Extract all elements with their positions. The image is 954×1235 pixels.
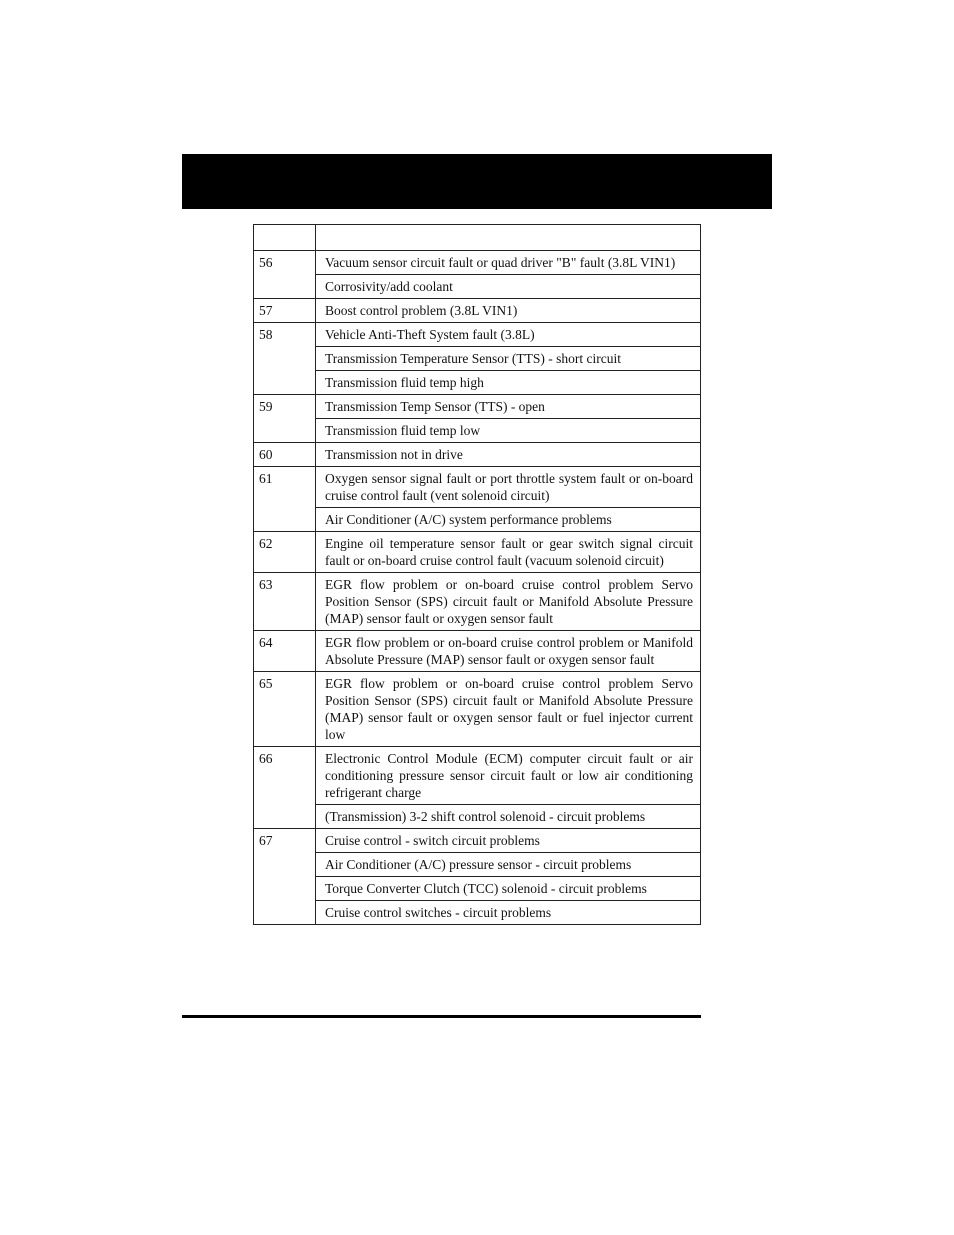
description-cell: Transmission fluid temp low — [316, 419, 701, 443]
code-cell: 63 — [254, 573, 316, 631]
code-column-header — [254, 225, 316, 251]
description-cell: Cruise control - switch circuit problems — [316, 829, 701, 853]
description-cell: (Transmission) 3-2 shift control solenoid - circuit problems — [316, 805, 701, 829]
description-cell: Air Conditioner (A/C) pressure sensor - circuit problems — [316, 853, 701, 877]
description-cell: Electronic Control Module (ECM) computer circuit fault or air conditioning pressure sensor circuit fault or low air conditioning refrigerant charge — [316, 747, 701, 805]
table-row — [254, 631, 701, 672]
table-row — [254, 877, 701, 901]
table-row — [254, 573, 701, 631]
description-cell: Vacuum sensor circuit fault or quad driver "B" fault (3.8L VIN1) — [316, 251, 701, 275]
description-cell: Air Conditioner (A/C) system performance problems — [316, 508, 701, 532]
trouble-code-table — [253, 224, 701, 925]
table-row — [254, 829, 701, 853]
description-cell: Oxygen sensor signal fault or port throttle system fault or on-board cruise control fault (vent solenoid circuit) — [316, 467, 701, 508]
table-row — [254, 443, 701, 467]
code-cell: 58 — [254, 323, 316, 395]
table-row — [254, 395, 701, 419]
table-row — [254, 347, 701, 371]
table-row — [254, 532, 701, 573]
description-cell: Cruise control switches - circuit problems — [316, 901, 701, 925]
description-cell: EGR flow problem or on-board cruise control problem Servo Position Sensor (SPS) circuit fault or Manifold Absolute Pressure (MAP) sensor fault or oxygen sensor fault — [316, 573, 701, 631]
code-cell: 67 — [254, 829, 316, 925]
description-cell: Transmission not in drive — [316, 443, 701, 467]
table-row — [254, 508, 701, 532]
description-column-header — [316, 225, 701, 251]
description-cell: Torque Converter Clutch (TCC) solenoid - circuit problems — [316, 877, 701, 901]
header-bar — [182, 154, 772, 209]
table-row — [254, 853, 701, 877]
description-cell: EGR flow problem or on-board cruise control problem Servo Position Sensor (SPS) circuit fault or Manifold Absolute Pressure (MAP) sensor fault or oxygen sensor fault or fuel injector current low — [316, 672, 701, 747]
table-row — [254, 901, 701, 925]
code-cell: 65 — [254, 672, 316, 747]
code-cell: 62 — [254, 532, 316, 573]
description-cell: Transmission fluid temp high — [316, 371, 701, 395]
description-cell: EGR flow problem or on-board cruise control problem or Manifold Absolute Pressure (MAP) sensor fault or oxygen sensor fault — [316, 631, 701, 672]
table-row — [254, 251, 701, 275]
footer-rule — [182, 1015, 701, 1018]
table-row — [254, 419, 701, 443]
table-header-row — [254, 225, 701, 251]
code-cell: 57 — [254, 299, 316, 323]
description-cell: Transmission Temperature Sensor (TTS) - short circuit — [316, 347, 701, 371]
table-row — [254, 805, 701, 829]
description-cell: Boost control problem (3.8L VIN1) — [316, 299, 701, 323]
description-cell: Vehicle Anti-Theft System fault (3.8L) — [316, 323, 701, 347]
table-row — [254, 672, 701, 747]
code-cell: 59 — [254, 395, 316, 443]
description-cell: Transmission Temp Sensor (TTS) - open — [316, 395, 701, 419]
table-row — [254, 275, 701, 299]
code-cell: 66 — [254, 747, 316, 829]
table-row — [254, 323, 701, 347]
description-cell: Corrosivity/add coolant — [316, 275, 701, 299]
code-cell: 64 — [254, 631, 316, 672]
code-cell: 56 — [254, 251, 316, 299]
code-cell: 61 — [254, 467, 316, 532]
table-row — [254, 299, 701, 323]
table-row — [254, 371, 701, 395]
table-row — [254, 747, 701, 805]
table-row — [254, 467, 701, 508]
code-cell: 60 — [254, 443, 316, 467]
description-cell: Engine oil temperature sensor fault or gear switch signal circuit fault or on-board cruise control fault (vacuum solenoid circuit) — [316, 532, 701, 573]
